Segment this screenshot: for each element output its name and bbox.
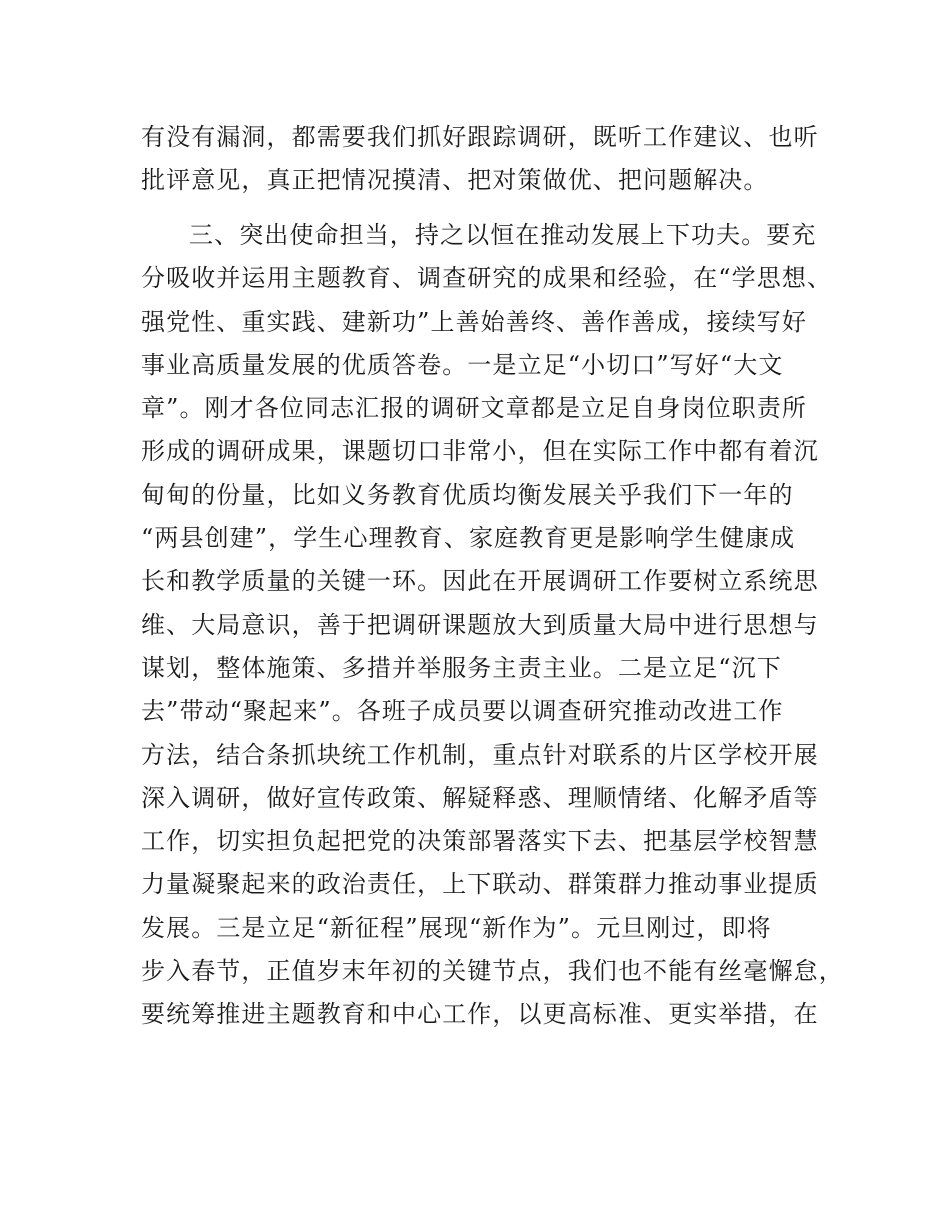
text-line: 强党性、重实践、建新功”上善始善终、善作善成，接续写好 (141, 307, 807, 336)
text-line: 三、突出使命担当，持之以恒在推动发展上下功夫。要充 (189, 221, 817, 249)
text-line: 谋划，整体施策、多措并举服务主责主业。二是立足“沉下 (141, 653, 782, 682)
text-line: 甸甸的份量，比如义务教育优质均衡发展关乎我们下一年的 (141, 480, 794, 509)
text-line: 分吸收并运用主题教育、调查研究的成果和经验，在“学思想、 (141, 264, 833, 293)
paragraph-section-three (141, 214, 844, 1037)
text-line: 有没有漏洞，都需要我们抓好跟踪调研，既听工作建议、也听 (141, 123, 819, 151)
text-line: 维、大局意识，善于把调研课题放大到质量大局中进行思想与 (141, 610, 819, 639)
text-line: 要统筹推进主题教育和中心工作，以更高标准、更实举措，在 (141, 1000, 819, 1029)
text-line: 去”带动“聚起来”。各班子成员要以调查研究推动改进工作 (141, 697, 784, 726)
text-line: 长和教学质量的关键一环。因此在开展调研工作要树立系统思 (141, 567, 819, 596)
text-line: 发展。三是立足“新征程”展现“新作为”。元旦刚过，即将 (141, 913, 772, 942)
text-line: 步入春节，正值岁末年初的关键节点，我们也不能有丝毫懈怠， (141, 957, 844, 986)
paragraph-continuation (141, 116, 819, 203)
text-line: 章”。刚才各位同志汇报的调研文章都是立足自身岗位职责所 (141, 394, 807, 423)
text-line: 方法，结合条抓块统工作机制，重点针对联系的片区学校开展 (141, 740, 819, 769)
text-line: 力量凝聚起来的政治责任，上下联动、群策群力推动事业提质 (141, 870, 819, 899)
text-line: 工作，切实担负起把党的决策部署落实下去、把基层学校智慧 (141, 827, 819, 856)
text-line: 批评意见，真正把情况摸清、把对策做优、把问题解决。 (141, 166, 769, 195)
text-line: 深入调研，做好宣传政策、解疑释惑、理顺情绪、化解矛盾等 (141, 783, 819, 812)
text-line: “两县创建”，学生心理教育、家庭教育更是影响学生健康成 (141, 524, 796, 553)
text-line: 事业高质量发展的优质答卷。一是立足“小切口”写好“大文 (141, 350, 784, 379)
text-line: 形成的调研成果，课题切口非常小，但在实际工作中都有着沉 (141, 437, 819, 466)
